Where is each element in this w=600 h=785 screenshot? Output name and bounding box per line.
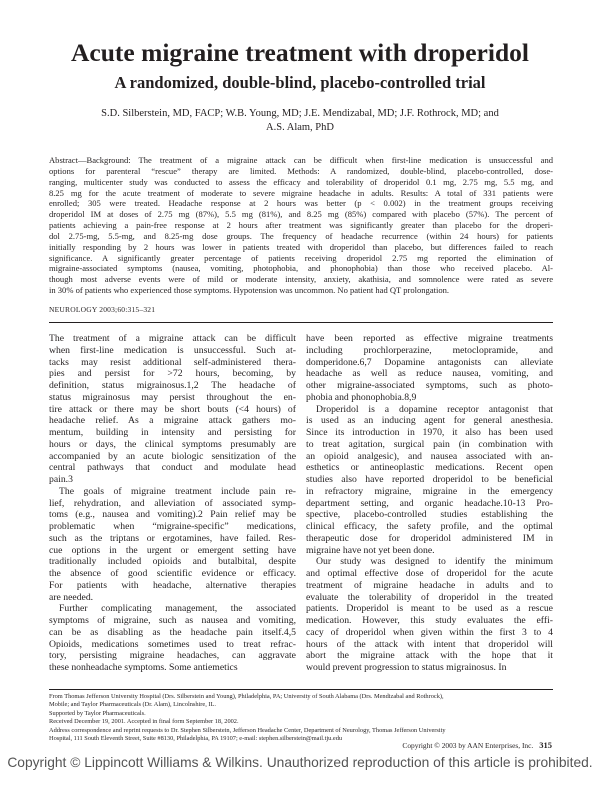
body-text-line: tacks may resist additional self-administered thera- xyxy=(49,356,296,368)
body-text-line: domperidone.6,7 Dopamine antagonists can alleviate xyxy=(306,356,553,368)
abstract xyxy=(49,155,553,296)
body-text-line: hours or days, the clinical symptoms presumably are xyxy=(49,438,296,450)
body-text-line: when first-line medication is unsuccessful. Such at- xyxy=(49,344,296,356)
article-title: Acute migraine treatment with droperidol xyxy=(71,38,529,67)
body-text-line: pies and persist for >72 hours, becoming, by xyxy=(49,368,296,380)
body-text-line: Further complicating management, the associated xyxy=(59,603,296,615)
body-text-line: spective, placebo-controlled studies establishing the xyxy=(306,509,553,521)
body-text-line: The treatment of a migraine attack can be difficult xyxy=(49,333,296,344)
abstract-line: dol 2.75-mg, 5.5-mg, and 8.25-mg dose groups. The frequency of headache recurrence (within 24 hours) for patients xyxy=(49,230,553,241)
body-text-line: in refractory migraine, migraine in the emergency xyxy=(306,485,553,497)
body-text-line: For patients with headache, alternative therapies xyxy=(49,579,296,591)
abstract-line: 8.25 mg for the acute treatment of moderate to severe migraine headache in adults. Results: A total of 331 patients were xyxy=(49,187,553,198)
body-text-line: would prevent progression to status migrainosus. In xyxy=(306,662,507,673)
article-subtitle: A randomized, double-blind, placebo-controlled trial xyxy=(114,73,486,92)
body-text-line: including prochlorperazine, metoclopramide, and xyxy=(306,344,553,356)
body-text-line: headache relief. As a migraine attack gathers mo- xyxy=(49,415,296,427)
footnote-line: Received December 19, 2001. Accepted in final form September 18, 2002. xyxy=(49,718,239,726)
abstract-line: options for parenteral “rescue” therapy are limited. Methods: A randomized, double-blind, placebo-controlled, dose- xyxy=(49,165,553,176)
body-text-line: Our study was designed to identify the minimum xyxy=(316,556,553,568)
body-text-line: cue options in the urgent or emergent setting have xyxy=(49,544,296,556)
footnote-line: Hospital, 111 South Eleventh Street, Suite #8130, Philadelphia, PA 19107; e-mail: stephen.silberstein@mail.tju.edu xyxy=(49,735,343,743)
abstract-line: enrolled; 305 were treated. Headache response at 2 hours was better (p < 0.002) in the treatment groups receiving xyxy=(49,198,553,209)
body-text-line: other migraine-associated symptoms, such as photo- xyxy=(306,380,553,391)
page-footer xyxy=(402,740,552,750)
footnotes xyxy=(49,693,553,744)
body-text-line: an opioid analgesic), and nausea associated with an- xyxy=(306,450,553,462)
body-text-line: problematic when “migraine-specific” medications, xyxy=(49,521,296,532)
body-text-line: patients. Droperidol is meant to be used as a rescue xyxy=(306,603,553,615)
abstract-line: in 30% of patients who experienced those symptoms. Hypotension was uncommon. No patient had QT prolongation. xyxy=(49,285,450,296)
body-text-line: is used as an inducing agent for general anesthesia. xyxy=(306,415,553,427)
abstract-line: migraine-associated symptoms (nausea, vomiting, photophobia, and phonophobia) than those who received placebo. Al- xyxy=(49,263,553,274)
body-text-line: the absence of good scientific evidence or efficacy. xyxy=(49,568,296,579)
abstract-line: though most adverse events were of mild or moderate intensity, anxiety, akathisia, and somnolence were rated as severe xyxy=(49,274,553,285)
body-text-line: have been reported as effective migraine treatments xyxy=(306,333,553,344)
body-text-line: migraine have not yet been done. xyxy=(306,544,435,556)
body-text-line: traditionally included opioids and butalbital, despite xyxy=(49,556,296,568)
body-text-line: The goals of migraine treatment include pain re- xyxy=(59,485,296,497)
body-text-line: these nonheadache symptoms. Some antiemetics xyxy=(49,662,238,673)
footnote-line: From Thomas Jefferson University Hospital (Drs. Silberstein and Young), Philadelphia, PA; University of South Alabama (Drs. Mendizabal and Rothrock), xyxy=(49,693,444,700)
abstract-line: patients achieving a pain-free response at 2 hours after treatment was significantly greater than placebo for the droperi- xyxy=(49,220,553,231)
body-text-line: tire attack or there may be short bouts (<4 hours) of xyxy=(49,403,296,415)
footnote-line: Address correspondence and reprint requests to Dr. Stephen Silberstein, Jefferson Headache Center, Department of Neurology, Thomas Jefferson University xyxy=(49,726,446,734)
journal-citation: NEUROLOGY 2003;60:315–321 xyxy=(49,305,156,314)
body-column-right xyxy=(306,333,553,674)
author-line: S.D. Silberstein, MD, FACP; W.B. Young, MD; J.E. Mendizabal, MD; J.F. Rothrock, MD; and xyxy=(101,108,499,119)
body-text-line: tory, persisting migraine headaches, can aggravate xyxy=(49,650,296,662)
body-text-line: to treat agitation, surgical pain (in combination with xyxy=(306,438,553,450)
body-text-line: can be as disabling as the headache pain itself.4,5 xyxy=(49,626,296,638)
footnote-line: Mobile; and Taylor Pharmaceuticals (Dr. Alam), Lincolnshire, IL. xyxy=(49,701,216,709)
body-text-line: mentum, building in intensity and persisting for xyxy=(49,427,296,438)
body-text-line: Since its introduction in 1970, it also has been used xyxy=(306,427,553,438)
body-text-line: department setting, and organic headache.10-13 Pro- xyxy=(306,497,553,509)
body-text-line: therapeutic dose for droperidol administered IM in xyxy=(306,532,553,544)
body-text-line: are needed. xyxy=(49,591,94,603)
body-text-line: symptoms of migraine, such as nausea and vomiting, xyxy=(49,615,296,626)
body-text-line: definition, status migrainosus.1,2 The headache of xyxy=(49,380,296,391)
abstract-line: ranging, multicenter study was conducted to assess the efficacy and tolerability of droperidol 0.1 mg, 2.75 mg, 5.5 mg, and xyxy=(49,176,553,187)
footnote-divider xyxy=(49,689,553,690)
body-text-line: treatment of migraine headache in adults and to xyxy=(306,579,553,591)
footnote-line: Supported by Taylor Pharmaceuticals. xyxy=(49,709,146,717)
abstract-line: significance. A significantly greater percentage of patients receiving droperidol 2.75 mg reported the elimination of xyxy=(49,252,553,263)
body-text-line: such as the triptans or ergotamines, have failed. Res- xyxy=(49,532,296,544)
copyright-watermark: Copyright © Lippincott Williams & Wilkins. Unauthorized reproduction of this article is prohibited. xyxy=(7,755,593,770)
body-text-line: lief, rehydration, and alleviation of associated symp- xyxy=(49,497,296,509)
abstract-line: Abstract—Background: The treatment of a migraine attack can be difficult when first-line medication is unsuccessful and xyxy=(49,155,553,165)
body-text-line: accompanied by an acute biologic sensitization of the xyxy=(49,450,296,462)
body-text-line: esthetics or antineoplastic medications. Recent open xyxy=(306,462,553,474)
author-line: A.S. Alam, PhD xyxy=(266,121,334,133)
body-text-line: evaluate the tolerability of droperidol in the treated xyxy=(306,591,553,603)
body-text-line: phobia and phonophobia.8,9 xyxy=(306,391,417,403)
copyright-notice: Copyright © 2003 by AAN Enterprises, Inc. xyxy=(402,741,534,750)
section-divider xyxy=(49,322,553,323)
body-text-line: abort the migraine attack with the hope that it xyxy=(306,650,553,662)
author-list xyxy=(70,107,530,134)
body-text-line: central pathways that conduct and modulate head xyxy=(49,462,296,474)
abstract-line: droperidol IM at doses of 2.75 mg (87%), 5.5 mg (81%), and 8.25 mg (85%) compared with placebo (57%). The percent of xyxy=(49,209,553,220)
body-text-line: status migrainosus may persist throughout the en- xyxy=(49,391,296,403)
body-column-left xyxy=(49,333,296,674)
body-text-line: Droperidol is a dopamine receptor antagonist that xyxy=(316,403,553,415)
body-text-line: cacy of droperidol when given within the first 3 to 4 xyxy=(306,626,553,638)
body-text-line: clinical efficacy, the safety profile, and the optimal xyxy=(306,521,553,532)
body-text-line: headache as well as reduce nausea, vomiting, and xyxy=(306,368,553,380)
body-text-line: and optimal effective dose of droperidol for the acute xyxy=(306,568,553,579)
abstract-line: initially responding by 2 hours was lower in patients treated with droperidol than placebo, but differences failed to reach xyxy=(49,241,553,252)
page-number: 315 xyxy=(539,740,552,750)
body-text-line: medication. However, this study evaluates the effi- xyxy=(306,615,553,626)
body-text-line: studies also have reported droperidol to be beneficial xyxy=(306,474,553,485)
body-text-line: hours of the attack with intent that droperidol will xyxy=(306,638,553,650)
body-text-line: pain.3 xyxy=(49,474,73,485)
body-text-line: Opioids, medications sometimes used to treat refrac- xyxy=(49,638,296,650)
body-text-line: toms (e.g., nausea and vomiting).2 Pain relief may be xyxy=(49,509,296,521)
